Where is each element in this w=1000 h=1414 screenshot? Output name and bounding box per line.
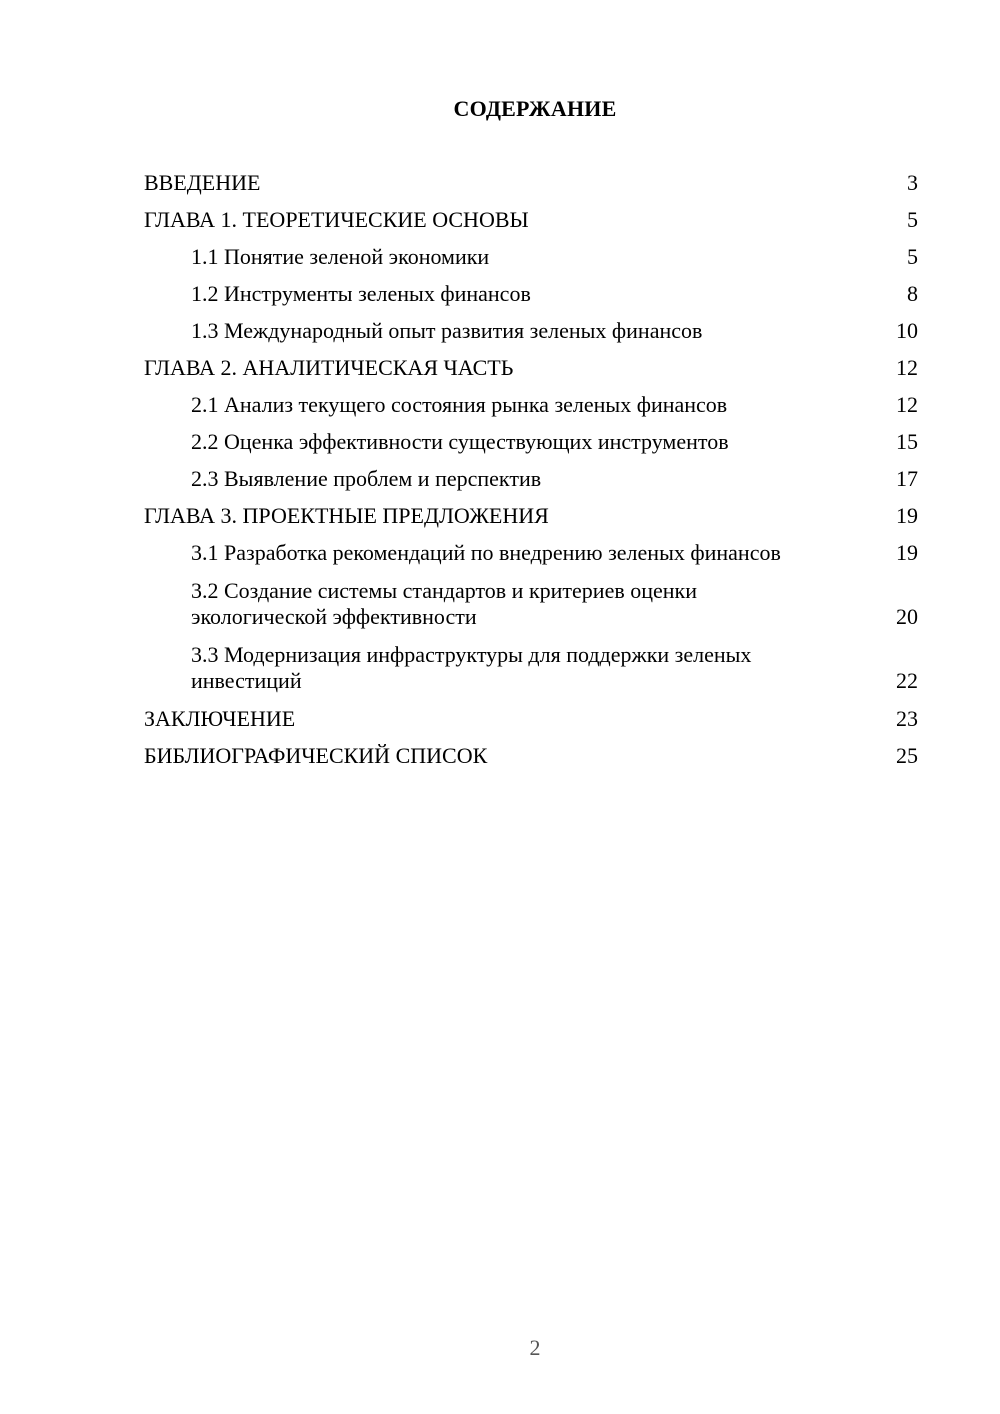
toc-entry-page: 17 <box>896 466 918 491</box>
toc-entry-text: 3.2 Создание системы стандартов и критериев оценки экологической эффективности <box>191 578 697 629</box>
toc-entry-chapter-2[interactable] <box>144 355 918 381</box>
toc-entry-text: ЗАКЛЮЧЕНИЕ <box>144 706 296 731</box>
table-of-contents <box>144 170 918 780</box>
toc-entry-text: ГЛАВА 3. ПРОЕКТНЫЕ ПРЕДЛОЖЕНИЯ <box>144 503 549 528</box>
toc-entry-text: БИБЛИОГРАФИЧЕСКИЙ СПИСОК <box>144 743 488 768</box>
toc-entry-page: 3 <box>907 170 918 195</box>
toc-entry-page: 20 <box>896 604 918 629</box>
toc-entry-text: 3.1 Разработка рекомендаций по внедрению зеленых финансов <box>191 540 781 565</box>
toc-entry-section-2-1[interactable] <box>144 392 918 418</box>
toc-entry-section-3-3[interactable] <box>144 642 918 694</box>
toc-entry-text: 1.2 Инструменты зеленых финансов <box>191 281 531 306</box>
toc-entry-page: 10 <box>896 318 918 343</box>
toc-entry-text: ВВЕДЕНИЕ <box>144 170 261 195</box>
toc-entry-page: 22 <box>896 668 918 693</box>
toc-entry-page: 25 <box>896 743 918 768</box>
toc-entry-section-1-1[interactable] <box>144 244 918 270</box>
toc-entry-section-1-2[interactable] <box>144 281 918 307</box>
toc-entry-page: 12 <box>896 355 918 380</box>
toc-entry-section-2-2[interactable] <box>144 429 918 455</box>
toc-entry-page: 8 <box>907 281 918 306</box>
toc-entry-text: 1.3 Международный опыт развития зеленых финансов <box>191 318 703 343</box>
toc-entry-section-1-3[interactable] <box>144 318 918 344</box>
toc-entry-page: 5 <box>907 207 918 232</box>
toc-entry-page: 19 <box>896 503 918 528</box>
page-number: 2 <box>529 1335 541 1360</box>
toc-entry-bibliography[interactable] <box>144 743 918 769</box>
toc-entry-page: 23 <box>896 706 918 731</box>
toc-entry-text: 2.1 Анализ текущего состояния рынка зеленых финансов <box>191 392 728 417</box>
toc-entry-introduction[interactable] <box>144 170 918 196</box>
toc-entry-page: 15 <box>896 429 918 454</box>
toc-entry-page: 12 <box>896 392 918 417</box>
toc-entry-section-3-1[interactable] <box>144 540 918 566</box>
toc-entry-text: ГЛАВА 2. АНАЛИТИЧЕСКАЯ ЧАСТЬ <box>144 355 514 380</box>
toc-entry-text: ГЛАВА 1. ТЕОРЕТИЧЕСКИЕ ОСНОВЫ <box>144 207 529 232</box>
toc-entry-conclusion[interactable] <box>144 706 918 732</box>
toc-entry-page: 19 <box>896 540 918 565</box>
toc-entry-text: 2.3 Выявление проблем и перспектив <box>191 466 542 491</box>
toc-title: СОДЕРЖАНИЕ <box>453 96 617 121</box>
toc-entry-text: 2.2 Оценка эффективности существующих инструментов <box>191 429 729 454</box>
toc-entry-text: 1.1 Понятие зеленой экономики <box>191 244 490 269</box>
toc-entry-chapter-3[interactable] <box>144 503 918 529</box>
toc-entry-section-3-2[interactable] <box>144 578 918 630</box>
toc-entry-section-2-3[interactable] <box>144 466 918 492</box>
toc-entry-text: 3.3 Модернизация инфраструктуры для поддержки зеленых инвестиций <box>191 642 752 693</box>
toc-entry-chapter-1[interactable] <box>144 207 918 233</box>
toc-entry-page: 5 <box>907 244 918 269</box>
